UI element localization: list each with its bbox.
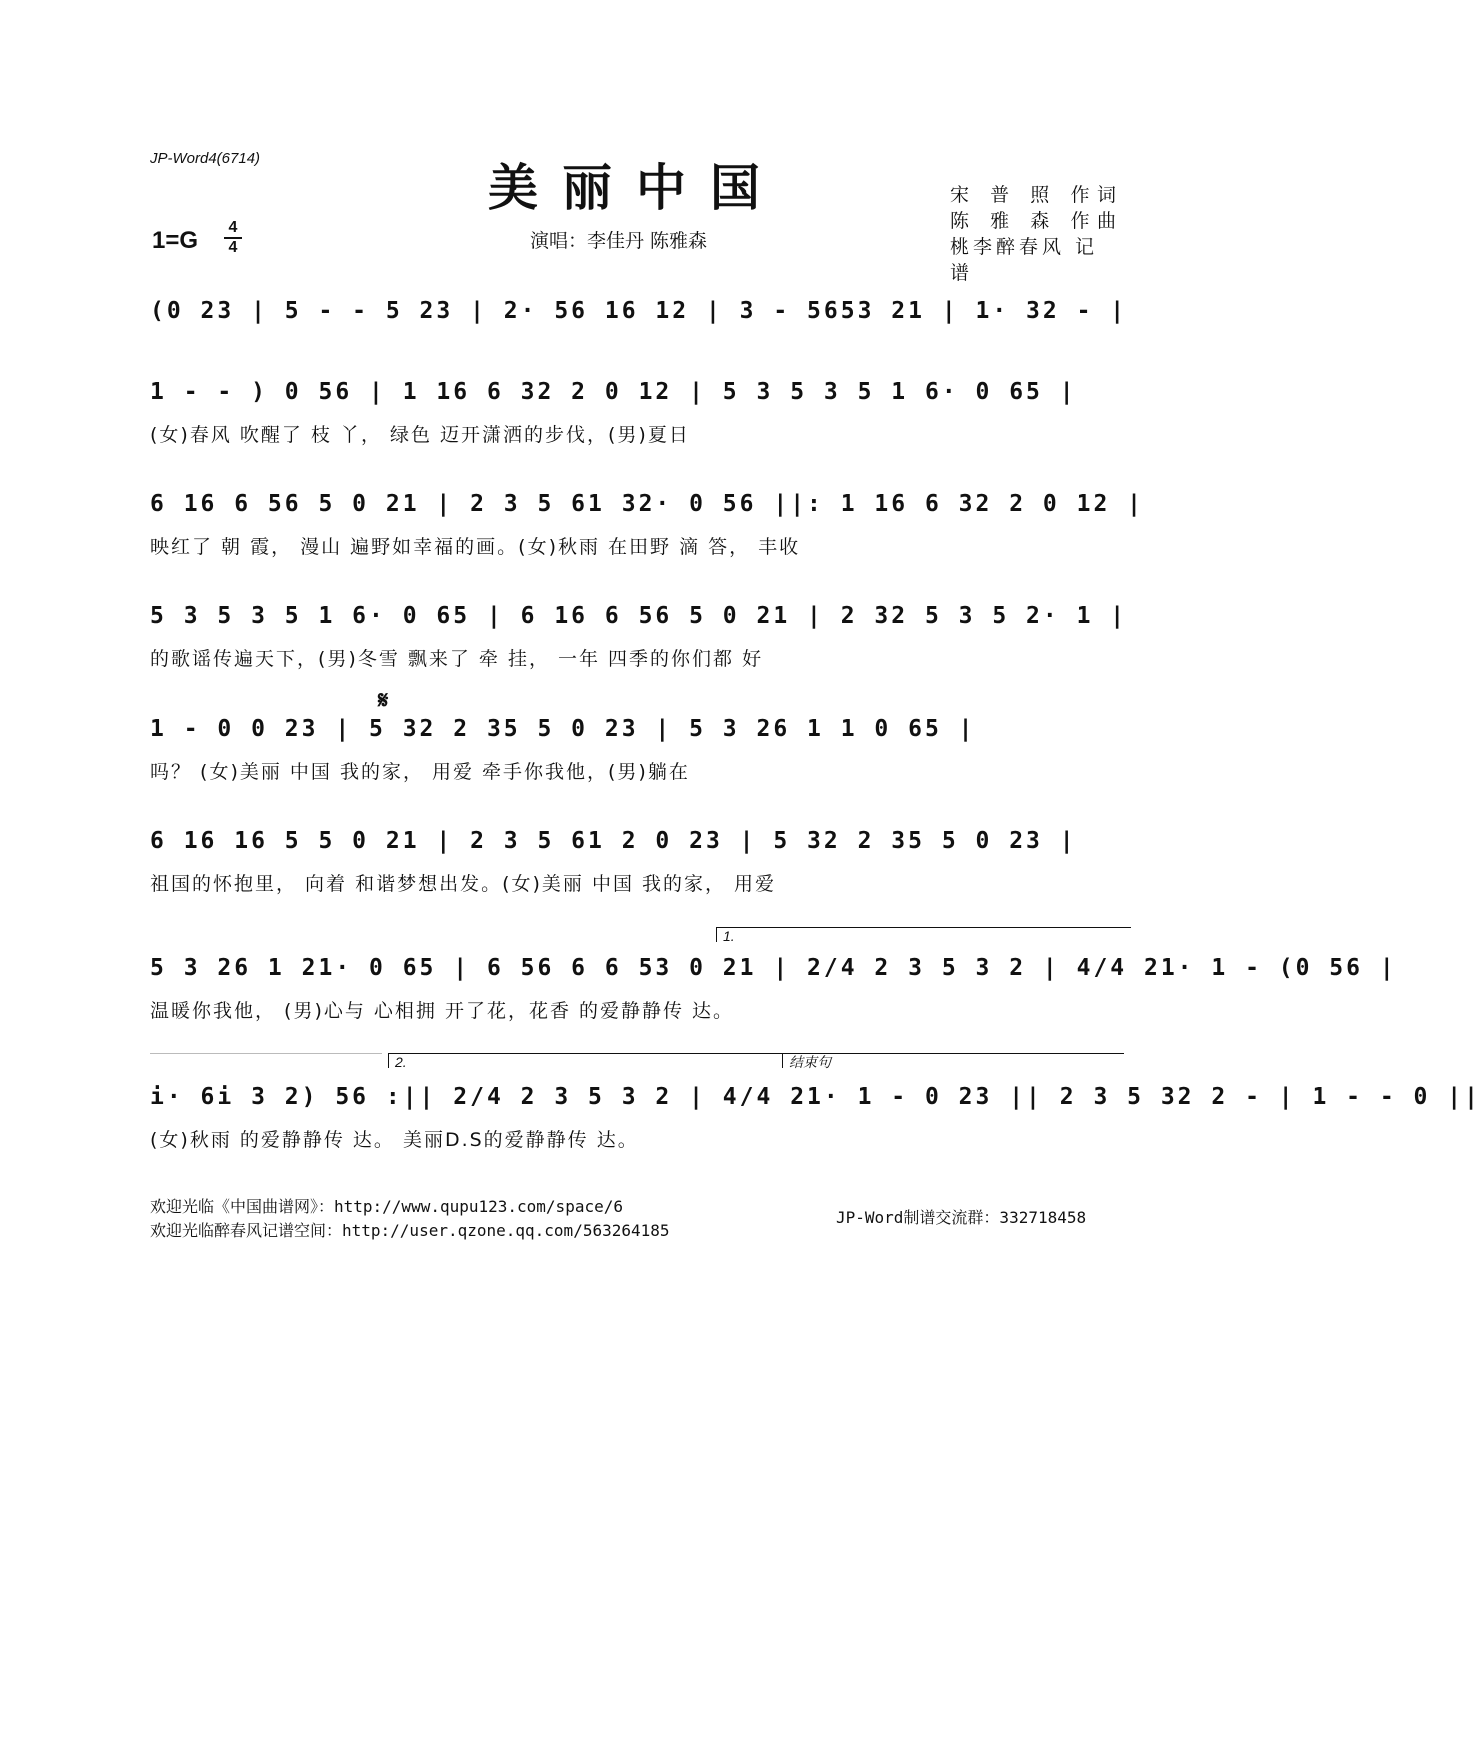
composer-credit: 陈 雅 森 作曲 <box>950 210 1120 232</box>
notes-line: 6 16 16 5 5 0 21 | 2 3 5 61 2 0 23 | 5 32 2 35 5 0 23 | <box>150 828 1077 854</box>
song-title: 美丽中国 <box>488 158 784 217</box>
footer-links <box>150 1195 670 1243</box>
lyrics-line: 的歌谣传遍天下，(男)冬雪 飘来了 牵 挂， 一年 四季的你们都 好 <box>150 648 764 670</box>
first-ending-bracket <box>716 927 1131 942</box>
time-signature-bottom: 4 <box>228 239 238 256</box>
score-system-2 <box>150 370 1125 447</box>
singers: 演唱：李佳丹 陈雅森 <box>530 230 708 252</box>
transcriber-credit: 桃李醉春风 记谱 <box>950 236 1099 284</box>
footer-line-2: 欢迎光临醉春风记谱空间：http://user.qzone.qq.com/563264185 <box>150 1221 670 1240</box>
notes-line: 5 3 5 3 5 1 6· 0 65 | 6 16 6 56 5 0 21 | 2 32 5 3 5 2· 1 | <box>150 603 1128 629</box>
score-system-5 <box>150 707 1125 784</box>
lyrics-line: (女)秋雨 的爱静静传 达。 美丽D.S的爱静静传 达。 <box>150 1129 639 1151</box>
lyrics-line: 祖国的怀抱里， 向着 和谐梦想出发。(女)美丽 中国 我的家， 用爱 <box>150 873 777 895</box>
time-signature-top: 4 <box>228 219 238 236</box>
lyrics-line: (女)春风 吹醒了 枝 丫， 绿色 迈开潇洒的步伐，(男)夏日 <box>150 424 690 446</box>
notes-line: (0 23 | 5 - - 5 23 | 2· 56 16 12 | 3 - 5653 21 | 1· 32 - | <box>150 298 1128 324</box>
notes-line: 1 - 0 0 23 | 5 32 2 35 5 0 23 | 5 3 26 1 1 0 65 | <box>150 716 976 742</box>
coda-ending-bracket <box>782 1053 1124 1068</box>
key-signature: 1=G <box>152 227 199 254</box>
lyrics-line: 吗？ (女)美丽 中国 我的家， 用爱 牵手你我他，(男)躺在 <box>150 761 690 783</box>
first-ending-label: 1. <box>723 928 735 944</box>
second-ending-label: 2. <box>395 1054 407 1070</box>
score-system-1 <box>150 289 1128 339</box>
second-ending-bracket <box>388 1053 785 1068</box>
score-system-3 <box>150 482 1144 559</box>
footer-line-1: 欢迎光临《中国曲谱网》：http://www.qupu123.com/space/6 <box>150 1197 623 1216</box>
software-label: JP-Word4(6714) <box>150 150 261 167</box>
footer-group: JP-Word制谱交流群：332718458 <box>836 1208 1087 1227</box>
score-system-4 <box>150 594 1128 671</box>
score-system-8 <box>150 1075 1481 1152</box>
lyricist-credit: 宋 普 照 作词 <box>950 184 1120 206</box>
lyrics-line: 映红了 朝 霞， 漫山 遍野如幸福的画。(女)秋雨 在田野 滴 答， 丰收 <box>150 536 801 558</box>
notes-line: 6 16 6 56 5 0 21 | 2 3 5 61 32· 0 56 ||: 1 16 6 32 2 0 12 | <box>150 491 1144 517</box>
score-system-7 <box>150 946 1397 1023</box>
continuation-line <box>150 1053 382 1054</box>
notes-line: 1 - - ) 0 56 | 1 16 6 32 2 0 12 | 5 3 5 3 5 1 6· 0 65 | <box>150 379 1077 405</box>
score-system-6 <box>150 819 1125 896</box>
notes-line: i· 6i 3 2) 56 :|| 2/4 2 3 5 3 2 | 4/4 21· 1 - 0 23 || 2 3 5 32 2 - | 1 - - 0 || <box>150 1084 1481 1110</box>
credits <box>950 182 1120 286</box>
segno-sign: 𝄋 <box>378 686 389 714</box>
time-signature <box>224 220 242 256</box>
notes-line: 5 3 26 1 21· 0 65 | 6 56 6 6 53 0 21 | 2/4 2 3 5 3 2 | 4/4 21· 1 - (0 56 | <box>150 955 1397 981</box>
coda-ending-label: 结束句 <box>789 1054 831 1070</box>
lyrics-line: 温暖你我他， (男)心与 心相拥 开了花，花香 的爱静静传 达。 <box>150 1000 735 1022</box>
